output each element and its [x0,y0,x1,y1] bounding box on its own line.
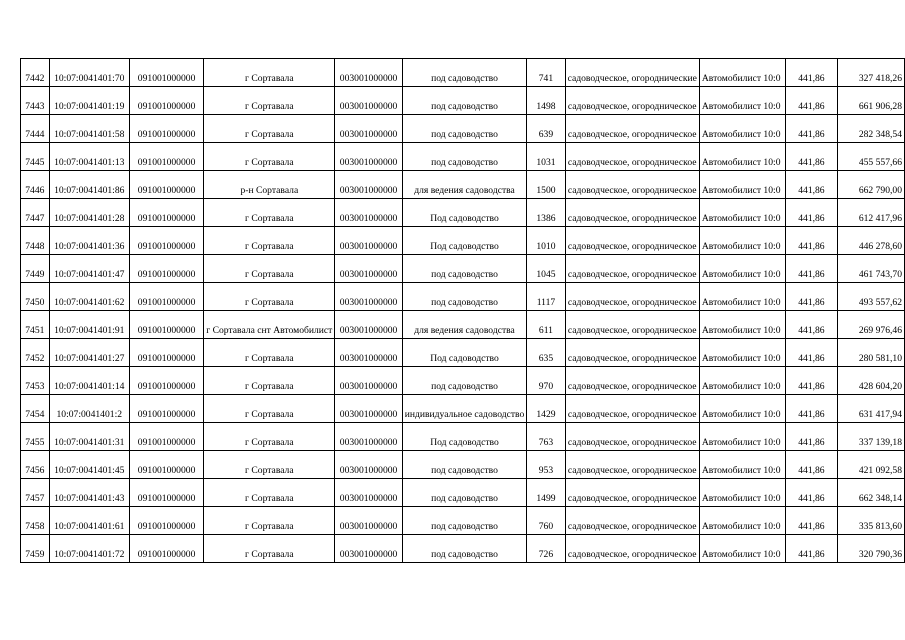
locality-cell: г Сортавала [204,283,335,311]
table-row [21,199,905,227]
cadastral-number-cell: 10:07:0041401:43 [49,479,129,507]
partnership-name-cell: Автомобилист 10:0 [699,535,785,563]
locality-cell: г Сортавала [204,87,335,115]
specific-value-cell: 441,86 [786,311,837,339]
okato-code-cell: 091001000000 [129,115,203,143]
area-cell: 1499 [527,479,565,507]
cadastral-number-cell: 10:07:0041401:72 [49,535,129,563]
row-number-cell: 7443 [21,87,50,115]
area-cell: 1429 [527,395,565,423]
oktmo-code-cell: 003001000000 [335,507,402,535]
okato-code-cell: 091001000000 [129,199,203,227]
locality-cell: г Сортавала [204,535,335,563]
oktmo-code-cell: 003001000000 [335,143,402,171]
specific-value-cell: 441,86 [786,339,837,367]
locality-cell: г Сортавала [204,255,335,283]
area-cell: 970 [527,367,565,395]
locality-cell: г Сортавала [204,479,335,507]
row-number-cell: 7454 [21,395,50,423]
specific-value-cell: 441,86 [786,367,837,395]
land-registry-table [20,58,905,563]
permitted-use-cell: под садоводство [402,507,527,535]
land-category-cell: садоводческое, огородническое [565,339,699,367]
table-row [21,227,905,255]
table-row [21,395,905,423]
permitted-use-cell: Под садоводство [402,199,527,227]
permitted-use-cell: Под садоводство [402,339,527,367]
oktmo-code-cell: 003001000000 [335,283,402,311]
table-row [21,535,905,563]
cadastral-value-cell: 661 906,28 [837,87,904,115]
okato-code-cell: 091001000000 [129,171,203,199]
specific-value-cell: 441,86 [786,423,837,451]
oktmo-code-cell: 003001000000 [335,339,402,367]
locality-cell: г Сортавала [204,227,335,255]
area-cell: 760 [527,507,565,535]
partnership-name-cell: Автомобилист 10:0 [699,479,785,507]
partnership-name-cell: Автомобилист 10:0 [699,87,785,115]
okato-code-cell: 091001000000 [129,367,203,395]
cadastral-value-cell: 493 557,62 [837,283,904,311]
table-row [21,59,905,87]
cadastral-number-cell: 10:07:0041401:36 [49,227,129,255]
specific-value-cell: 441,86 [786,171,837,199]
cadastral-number-cell: 10:07:0041401:31 [49,423,129,451]
land-category-cell: садоводческое, огородническое [565,199,699,227]
row-number-cell: 7459 [21,535,50,563]
partnership-name-cell: Автомобилист 10:0 [699,311,785,339]
cadastral-value-cell: 662 348,14 [837,479,904,507]
land-category-cell: садоводческое, огородническое [565,87,699,115]
area-cell: 1010 [527,227,565,255]
locality-cell: г Сортавала [204,367,335,395]
land-category-cell: садоводческое, огородническое [565,283,699,311]
row-number-cell: 7445 [21,143,50,171]
permitted-use-cell: под садоводство [402,367,527,395]
land-category-cell: садоводческое, огородническое [565,423,699,451]
table-row [21,311,905,339]
locality-cell: г Сортавала [204,395,335,423]
locality-cell: г Сортавала [204,423,335,451]
permitted-use-cell: индивидуальное садоводство [402,395,527,423]
row-number-cell: 7444 [21,115,50,143]
cadastral-value-cell: 269 976,46 [837,311,904,339]
cadastral-value-cell: 662 790,00 [837,171,904,199]
area-cell: 741 [527,59,565,87]
specific-value-cell: 441,86 [786,451,837,479]
area-cell: 953 [527,451,565,479]
okato-code-cell: 091001000000 [129,255,203,283]
partnership-name-cell: Автомобилист 10:0 [699,143,785,171]
oktmo-code-cell: 003001000000 [335,479,402,507]
oktmo-code-cell: 003001000000 [335,227,402,255]
okato-code-cell: 091001000000 [129,507,203,535]
row-number-cell: 7458 [21,507,50,535]
cadastral-number-cell: 10:07:0041401:14 [49,367,129,395]
partnership-name-cell: Автомобилист 10:0 [699,171,785,199]
row-number-cell: 7449 [21,255,50,283]
okato-code-cell: 091001000000 [129,311,203,339]
okato-code-cell: 091001000000 [129,283,203,311]
oktmo-code-cell: 003001000000 [335,311,402,339]
specific-value-cell: 441,86 [786,479,837,507]
partnership-name-cell: Автомобилист 10:0 [699,255,785,283]
okato-code-cell: 091001000000 [129,87,203,115]
cadastral-value-cell: 461 743,70 [837,255,904,283]
table-row [21,115,905,143]
partnership-name-cell: Автомобилист 10:0 [699,423,785,451]
locality-cell: г Сортавала [204,199,335,227]
table-row [21,367,905,395]
cadastral-number-cell: 10:07:0041401:61 [49,507,129,535]
okato-code-cell: 091001000000 [129,59,203,87]
land-category-cell: садоводческое, огородническое [565,507,699,535]
specific-value-cell: 441,86 [786,535,837,563]
table-row [21,479,905,507]
cadastral-number-cell: 10:07:0041401:47 [49,255,129,283]
permitted-use-cell: для ведения садоводства [402,311,527,339]
land-category-cell: садоводческое, огородническое [565,479,699,507]
okato-code-cell: 091001000000 [129,143,203,171]
cadastral-number-cell: 10:07:0041401:86 [49,171,129,199]
row-number-cell: 7452 [21,339,50,367]
area-cell: 763 [527,423,565,451]
table-row [21,507,905,535]
area-cell: 611 [527,311,565,339]
land-registry-sheet [20,58,905,563]
partnership-name-cell: Автомобилист 10:0 [699,367,785,395]
land-category-cell: садоводческое, огородническое [565,311,699,339]
specific-value-cell: 441,86 [786,59,837,87]
locality-cell: г Сортавала [204,507,335,535]
specific-value-cell: 441,86 [786,115,837,143]
cadastral-value-cell: 612 417,96 [837,199,904,227]
land-category-cell: садоводческое, огороднические [565,59,699,87]
table-row [21,283,905,311]
locality-cell: г Сортавала [204,339,335,367]
row-number-cell: 7455 [21,423,50,451]
cadastral-value-cell: 320 790,36 [837,535,904,563]
cadastral-value-cell: 631 417,94 [837,395,904,423]
cadastral-number-cell: 10:07:0041401:27 [49,339,129,367]
oktmo-code-cell: 003001000000 [335,59,402,87]
partnership-name-cell: Автомобилист 10:0 [699,115,785,143]
permitted-use-cell: под садоводство [402,479,527,507]
table-row [21,255,905,283]
okato-code-cell: 091001000000 [129,423,203,451]
land-category-cell: садоводческое, огородническое [565,367,699,395]
permitted-use-cell: для ведения садоводства [402,171,527,199]
oktmo-code-cell: 003001000000 [335,87,402,115]
cadastral-value-cell: 446 278,60 [837,227,904,255]
specific-value-cell: 441,86 [786,199,837,227]
row-number-cell: 7448 [21,227,50,255]
cadastral-number-cell: 10:07:0041401:45 [49,451,129,479]
permitted-use-cell: под садоводство [402,59,527,87]
area-cell: 635 [527,339,565,367]
cadastral-number-cell: 10:07:0041401:28 [49,199,129,227]
permitted-use-cell: под садоводство [402,143,527,171]
partnership-name-cell: Автомобилист 10:0 [699,199,785,227]
area-cell: 1498 [527,87,565,115]
permitted-use-cell: Под садоводство [402,227,527,255]
locality-cell: г Сортавала [204,59,335,87]
specific-value-cell: 441,86 [786,87,837,115]
cadastral-number-cell: 10:07:0041401:91 [49,311,129,339]
partnership-name-cell: Автомобилист 10:0 [699,59,785,87]
oktmo-code-cell: 003001000000 [335,395,402,423]
okato-code-cell: 091001000000 [129,535,203,563]
row-number-cell: 7446 [21,171,50,199]
okato-code-cell: 091001000000 [129,395,203,423]
permitted-use-cell: Под садоводство [402,423,527,451]
cadastral-number-cell: 10:07:0041401:19 [49,87,129,115]
partnership-name-cell: Автомобилист 10:0 [699,339,785,367]
cadastral-number-cell: 10:07:0041401:62 [49,283,129,311]
locality-cell: г Сортавала [204,115,335,143]
partnership-name-cell: Автомобилист 10:0 [699,507,785,535]
row-number-cell: 7453 [21,367,50,395]
partnership-name-cell: Автомобилист 10:0 [699,451,785,479]
oktmo-code-cell: 003001000000 [335,367,402,395]
land-category-cell: садоводческое, огородническое [565,255,699,283]
land-category-cell: садоводческое, огородническое [565,143,699,171]
table-row [21,171,905,199]
oktmo-code-cell: 003001000000 [335,255,402,283]
land-category-cell: садоводческое, огородническое [565,227,699,255]
table-row [21,339,905,367]
row-number-cell: 7456 [21,451,50,479]
table-row [21,423,905,451]
cadastral-number-cell: 10:07:0041401:70 [49,59,129,87]
area-cell: 1500 [527,171,565,199]
cadastral-value-cell: 280 581,10 [837,339,904,367]
cadastral-value-cell: 327 418,26 [837,59,904,87]
row-number-cell: 7442 [21,59,50,87]
row-number-cell: 7457 [21,479,50,507]
table-row [21,143,905,171]
specific-value-cell: 441,86 [786,283,837,311]
permitted-use-cell: под садоводство [402,255,527,283]
area-cell: 726 [527,535,565,563]
cadastral-value-cell: 282 348,54 [837,115,904,143]
permitted-use-cell: под садоводство [402,87,527,115]
cadastral-value-cell: 428 604,20 [837,367,904,395]
partnership-name-cell: Автомобилист 10:0 [699,283,785,311]
oktmo-code-cell: 003001000000 [335,115,402,143]
specific-value-cell: 441,86 [786,507,837,535]
area-cell: 1117 [527,283,565,311]
cadastral-value-cell: 337 139,18 [837,423,904,451]
land-category-cell: садоводческое, огородническое [565,535,699,563]
oktmo-code-cell: 003001000000 [335,423,402,451]
row-number-cell: 7451 [21,311,50,339]
cadastral-number-cell: 10:07:0041401:13 [49,143,129,171]
land-category-cell: садоводческое, огородническое [565,115,699,143]
okato-code-cell: 091001000000 [129,451,203,479]
locality-cell: р-н Сортавала [204,171,335,199]
land-category-cell: садоводческое, огородническое [565,451,699,479]
land-category-cell: садоводческое, огородническое [565,171,699,199]
oktmo-code-cell: 003001000000 [335,535,402,563]
partnership-name-cell: Автомобилист 10:0 [699,395,785,423]
oktmo-code-cell: 003001000000 [335,171,402,199]
cadastral-value-cell: 421 092,58 [837,451,904,479]
table-row [21,87,905,115]
partnership-name-cell: Автомобилист 10:0 [699,227,785,255]
okato-code-cell: 091001000000 [129,479,203,507]
cadastral-value-cell: 335 813,60 [837,507,904,535]
specific-value-cell: 441,86 [786,255,837,283]
area-cell: 1386 [527,199,565,227]
okato-code-cell: 091001000000 [129,227,203,255]
permitted-use-cell: под садоводство [402,283,527,311]
row-number-cell: 7447 [21,199,50,227]
specific-value-cell: 441,86 [786,227,837,255]
row-number-cell: 7450 [21,283,50,311]
area-cell: 1031 [527,143,565,171]
cadastral-number-cell: 10:07:0041401:58 [49,115,129,143]
oktmo-code-cell: 003001000000 [335,199,402,227]
locality-cell: г Сортавала снт Автомобилист [204,311,335,339]
okato-code-cell: 091001000000 [129,339,203,367]
cadastral-number-cell: 10:07:0041401:2 [49,395,129,423]
permitted-use-cell: под садоводство [402,451,527,479]
table-body [21,59,905,563]
area-cell: 1045 [527,255,565,283]
area-cell: 639 [527,115,565,143]
specific-value-cell: 441,86 [786,143,837,171]
table-row [21,451,905,479]
permitted-use-cell: под садоводство [402,535,527,563]
permitted-use-cell: под садоводство [402,115,527,143]
specific-value-cell: 441,86 [786,395,837,423]
locality-cell: г Сортавала [204,451,335,479]
oktmo-code-cell: 003001000000 [335,451,402,479]
land-category-cell: садоводческое, огородническое [565,395,699,423]
cadastral-value-cell: 455 557,66 [837,143,904,171]
locality-cell: г Сортавала [204,143,335,171]
